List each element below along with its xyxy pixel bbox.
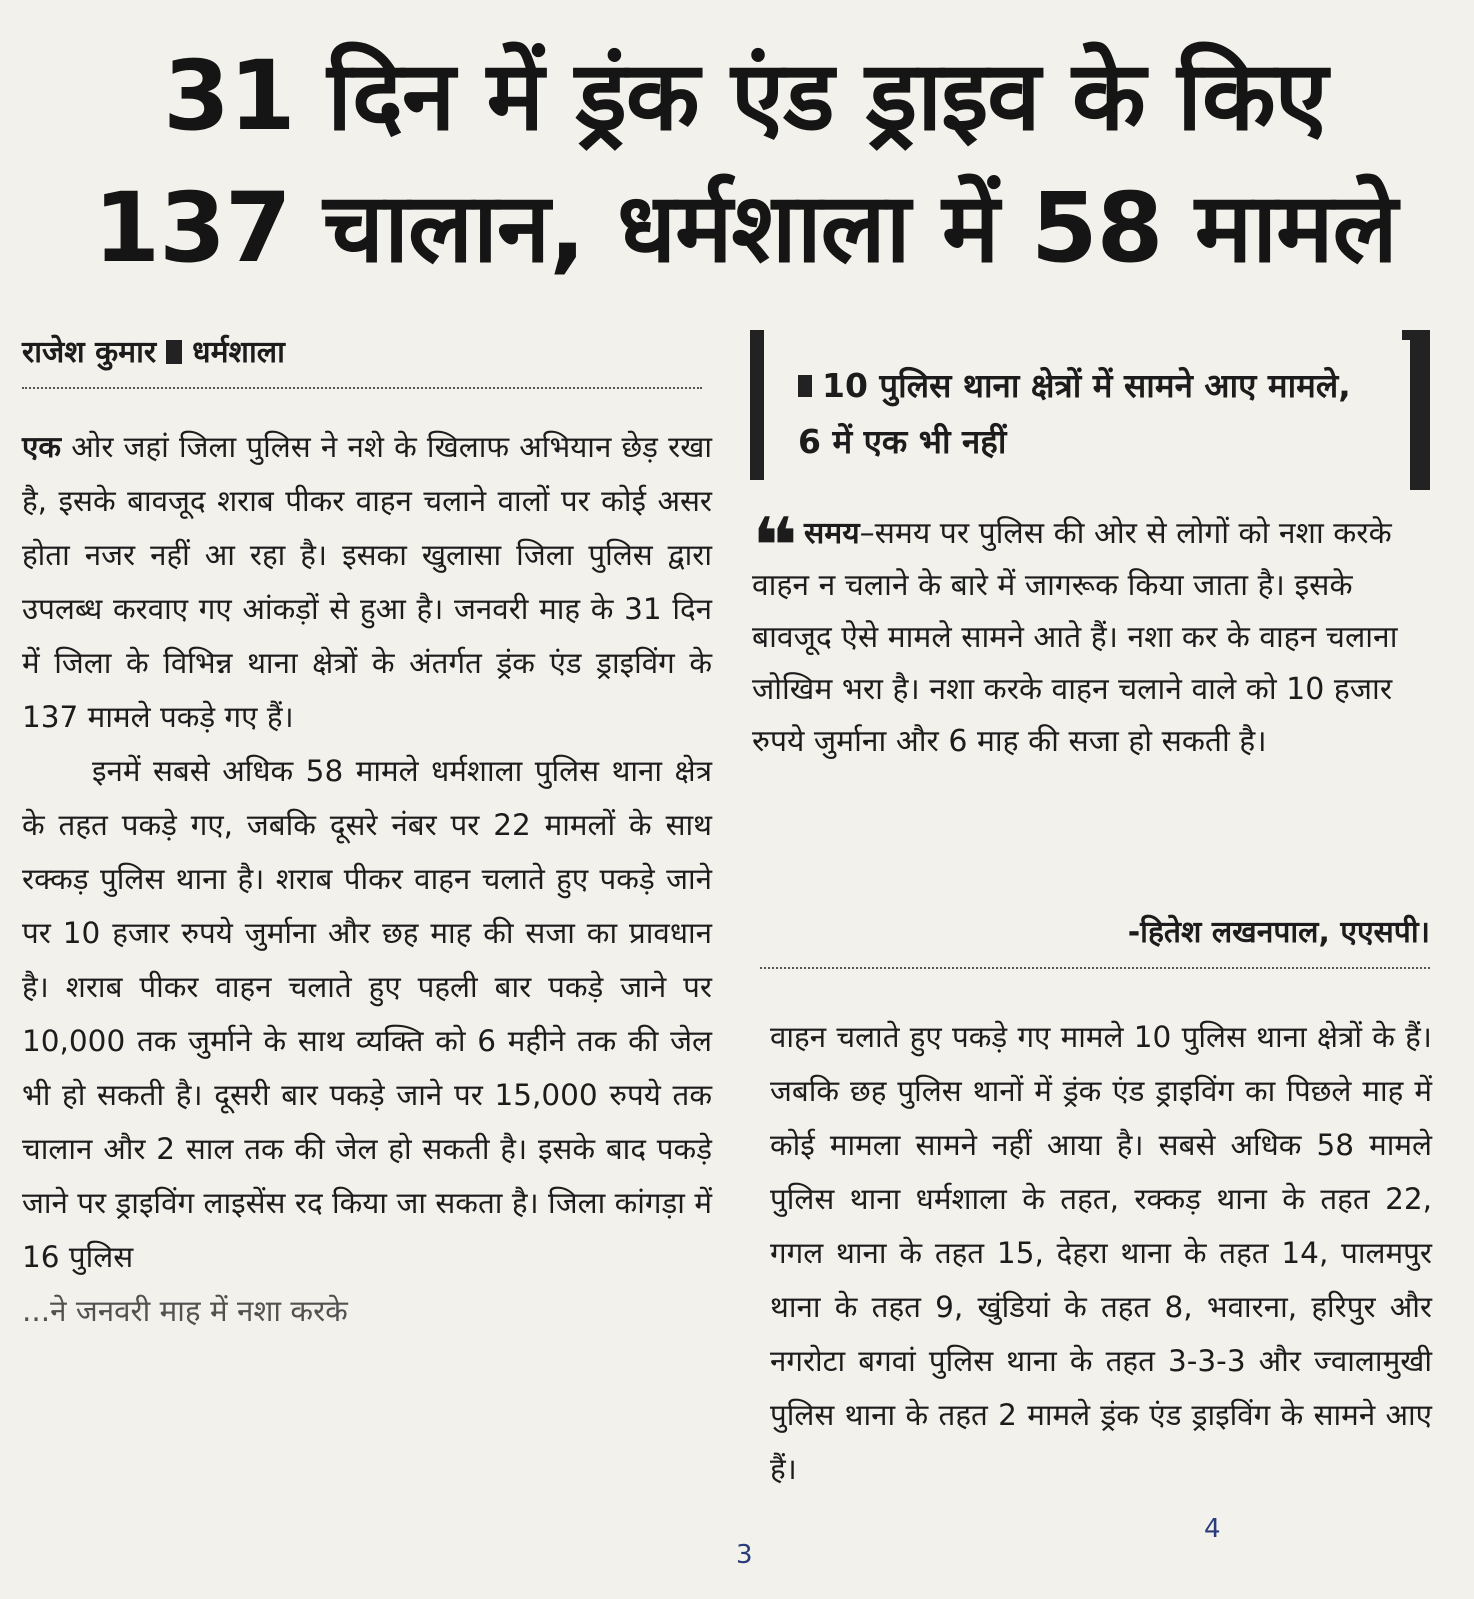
bullet-square: [798, 375, 812, 397]
byline: [22, 330, 702, 389]
headline: [50, 30, 1440, 294]
paragraph-1-text: ओर जहां जिला पुलिस ने नशे के खिलाफ अभियान छेड़ रखा है, इसके बावजूद शराब पीकर वाहन चलाने वालों पर कोई असर होता नजर नहीं आ रहा है। इसका खुलासा जिला पुलिस द्वारा उपलब्ध करवाए गए आंकड़ों से हुआ है। जनवरी माह के 31 दिन में जिला के विभिन्न थाना क्षेत्रों के अंतर्गत ड्रंक एंड ड्राइविंग के 137 मामले पकड़े गए हैं।: [22, 430, 712, 734]
handwritten-mark: 3: [736, 1540, 753, 1570]
highlight-text-content: 10 पुलिस थाना क्षेत्रों में सामने आए मामले, 6 में एक भी नहीं: [798, 366, 1351, 461]
quote-body: –समय पर पुलिस की ओर से लोगों को नशा करके वाहन न चलाने के बारे में जागरूक किया जाता है। इसके बावजूद ऐसे मामले सामने आते हैं। नशा कर के वाहन चलाना जोखिम भरा है। नशा करके वाहन चलाने वाले को 10 हजार रुपये जुर्माना और 6 माह की सजा हो सकती है।: [752, 516, 1398, 759]
paragraph-right-1: वाहन चलाते हुए पकड़े गए मामले 10 पुलिस थाना क्षेत्रों के हैं। जबकि छह पुलिस थानों में ड्रंक एंड ड्राइविंग का पिछले माह में कोई मामला सामने नहीं आया है। सबसे अधिक 58 मामले पुलिस थाना धर्मशाला के तहत, रक्कड़ थाना के तहत 22, गगल थाना के तहत 15, देहरा थाना के तहत 14, पालमपुर थाना के तहत 9, खुंडियां के तहत 8, भवारना, हरिपुर और नगरोटा बगवां पुलिस थाना के तहत 3-3-3 और ज्वालामुखी पुलिस थाना के तहत 2 मामले ड्रंक एंड ड्राइविंग के सामने आए हैं।: [770, 1020, 1432, 1486]
paragraph-3-partial: ...ने जनवरी माह में नशा करके: [22, 1294, 348, 1328]
bracket-left: [750, 330, 764, 480]
bracket-right: [1402, 330, 1430, 490]
article-column-right: [770, 1010, 1432, 1496]
byline-separator: [166, 340, 182, 364]
byline-location: धर्मशाला: [192, 335, 285, 370]
paragraph-2: इनमें सबसे अधिक 58 मामले धर्मशाला पुलिस थाना क्षेत्र के तहत पकड़े गए, जबकि दूसरे नंबर पर 22 मामलों के साथ रक्कड़ पुलिस थाना है। शराब पीकर वाहन चलाते हुए पकड़े जाने पर 10 हजार रुपये जुर्माना और छह माह की सजा का प्रावधान है। शराब पीकर वाहन चलाते हुए पहली बार पकड़े जाने पर 10,000 तक जुर्माने के साथ व्यक्ति को 6 महीने तक की जेल भी हो सकती है। दूसरी बार पकड़े जाने पर 15,000 रुपये तक चालान और 2 साल तक की जेल हो सकती है। इसके बाद पकड़े जाने पर ड्राइविंग लाइसेंस रद किया जा सकता है। जिला कांगड़ा में 16 पुलिस: [22, 754, 712, 1274]
quote-mark-icon: ❝: [752, 502, 798, 592]
headline-line-2: 137 चालान, धर्मशाला में 58 मामले: [93, 172, 1397, 284]
highlight-box: [750, 330, 1430, 490]
quote-text: [752, 502, 1432, 768]
quote-attribution: -हितेश लखनपाल, एएसपी।: [760, 910, 1430, 969]
quote-lead: समय: [804, 516, 860, 551]
handwritten-mark: 4: [1204, 1514, 1221, 1544]
byline-author: राजेश कुमार: [22, 335, 157, 370]
paragraph-lead: एक: [22, 430, 61, 464]
article-column-left: [22, 420, 712, 1338]
highlight-text: [798, 358, 1368, 470]
pull-quote: [752, 502, 1432, 768]
headline-line-1: 31 दिन में ड्रंक एंड ड्राइव के किए: [163, 40, 1327, 152]
paragraph-1: [22, 420, 712, 744]
